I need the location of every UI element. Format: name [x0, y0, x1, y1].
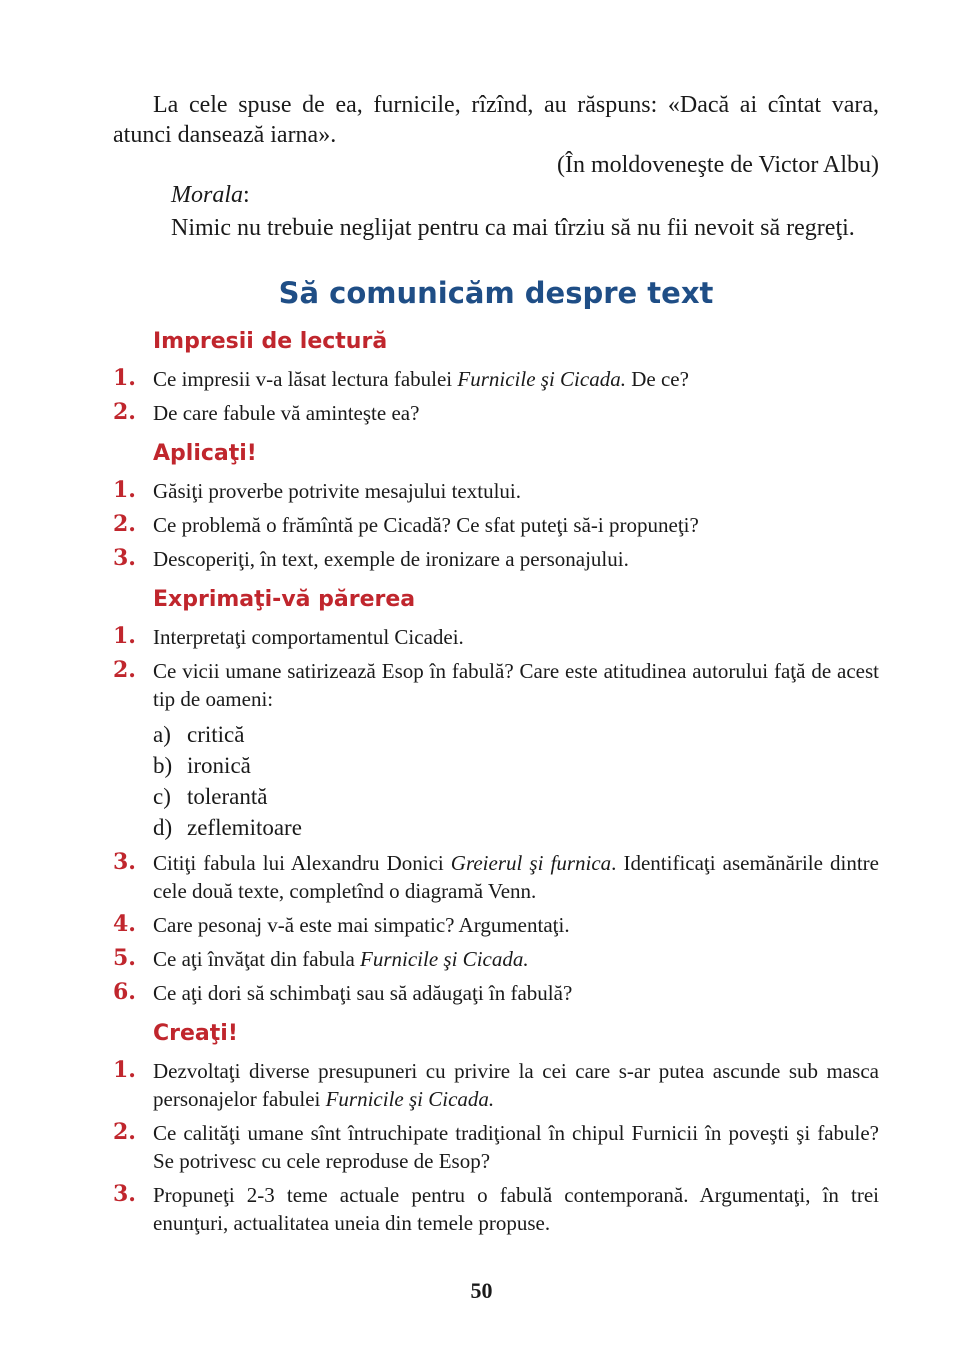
question-text-after: De ce? [625, 367, 689, 391]
question-item [113, 1057, 879, 1113]
question-item [113, 623, 879, 651]
question-item [113, 849, 879, 905]
question-text: Descoperiţi, în text, exemple de ironizare a personajului. [153, 547, 629, 571]
page-content [113, 90, 879, 1243]
option-text: critică [187, 722, 245, 747]
subsection-title-create: Creaţi! [153, 1021, 238, 1046]
question-list-impressions [113, 365, 879, 427]
section-title: Să comunicăm despre text [278, 276, 714, 310]
question-number: 1. [113, 1057, 136, 1083]
question-list-opinion [113, 623, 879, 1007]
morala-heading [113, 180, 879, 213]
option-letter: d) [153, 815, 173, 840]
answer-options [153, 719, 879, 843]
question-item [113, 511, 879, 539]
fable-title: Furnicile şi Cicada. [457, 367, 626, 391]
morala-colon: : [243, 182, 250, 208]
question-text: Ce calităţi umane sînt întruchipate tradiţional în chipul Furnicii în poveşti şi fabule? Se potrivesc cu cele reproduse de Esop? [153, 1121, 879, 1173]
question-text-after: . Identificaţi asemănările dintre cele două texte, completînd o diagramă Venn. [153, 851, 879, 903]
question-list-create [113, 1057, 879, 1237]
answer-option [153, 812, 879, 843]
option-text: ironică [187, 753, 251, 778]
question-item [113, 399, 879, 427]
question-item [113, 657, 879, 843]
question-item [113, 979, 879, 1007]
subsection-title-impressions: Impresii de lectură [153, 329, 388, 354]
fable-title: Furnicile şi Cicada. [325, 1087, 495, 1111]
question-item [113, 945, 879, 973]
question-text: Ce aţi dori să schimbaţi sau să adăugaţi în fabulă? [153, 981, 573, 1005]
question-text: Ce impresii v-a lăsat lectura fabulei [153, 367, 458, 391]
answer-option [153, 750, 879, 781]
question-text: Găsiţi proverbe potrivite mesajului textului. [153, 479, 522, 503]
subsection-title-apply: Aplicaţi! [153, 441, 257, 466]
question-number: 2. [113, 657, 136, 683]
fable-title: Furnicile şi Cicada. [360, 947, 529, 971]
question-number: 1. [113, 365, 136, 391]
question-number: 1. [113, 477, 136, 503]
question-text: Ce aţi învăţat din fabula [153, 947, 361, 971]
question-text: Ce problemă o frămîntă pe Cicadă? Ce sfat puteţi să-i propuneţi? [153, 513, 699, 537]
option-letter: c) [153, 784, 171, 809]
intro-paragraph: La cele spuse de ea, furnicile, rîzînd, au răspuns: «Dacă ai cîntat vara, atunci dansează iarna». [113, 92, 879, 148]
question-item [113, 911, 879, 939]
question-item [113, 545, 879, 573]
question-text: Ce vicii umane satirizează Esop în fabulă? Care este atitudinea autorului faţă de acest tip de oameni: [153, 659, 879, 711]
question-text: Propuneţi 2-3 teme actuale pentru o fabulă contemporană. Argumentaţi, în trei enunţuri, actualitatea uneia din temele propuse. [153, 1183, 879, 1235]
question-text: Interpretaţi comportamentul Cicadei. [153, 625, 464, 649]
question-number: 5. [113, 945, 136, 971]
question-number: 3. [113, 545, 136, 571]
page-number: 50 [470, 1278, 493, 1303]
question-number: 3. [113, 1181, 136, 1207]
question-list-apply [113, 477, 879, 573]
answer-option [153, 719, 879, 750]
question-text: Citiţi fabula lui Alexandru Donici [153, 851, 451, 875]
option-text: tolerantă [187, 784, 268, 809]
question-number: 3. [113, 849, 136, 875]
translator-credit: (În moldoveneşte de Victor Albu) [556, 152, 879, 178]
option-letter: a) [153, 722, 171, 747]
fable-title: Greierul şi furnica [450, 851, 612, 875]
question-number: 2. [113, 399, 136, 425]
question-item [113, 1181, 879, 1237]
question-number: 1. [113, 623, 136, 649]
option-letter: b) [153, 753, 173, 778]
morala-label: Morala [171, 182, 243, 208]
question-item [113, 1119, 879, 1175]
question-text: Dezvoltaţi diverse presupuneri cu privire la cei care s-ar putea ascunde sub masca personajelor fabulei [153, 1059, 879, 1111]
question-text: De care fabule vă aminteşte ea? [153, 401, 420, 425]
question-item [113, 365, 879, 393]
question-text: Care pesonaj v-ă este mai simpatic? Argumentaţi. [153, 913, 570, 937]
question-number: 6. [113, 979, 136, 1005]
question-number: 4. [113, 911, 136, 937]
option-text: zeflemitoare [187, 815, 302, 840]
morala-text: Nimic nu trebuie neglijat pentru ca mai tîrziu să nu fii nevoit să regreţi. [171, 215, 855, 241]
answer-option [153, 781, 879, 812]
question-item [113, 477, 879, 505]
question-number: 2. [113, 1119, 136, 1145]
subsection-title-opinion: Exprimaţi-vă părerea [153, 587, 416, 612]
question-number: 2. [113, 511, 136, 537]
